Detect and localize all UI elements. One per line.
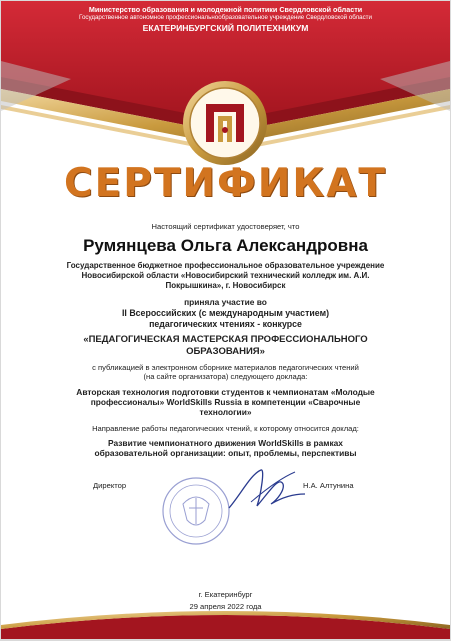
ministry-text: Министерство образования и молодежной политики Свердловской области — [88, 5, 363, 14]
signature-role: Директор — [93, 481, 127, 490]
footer-city: г. Екатеринбург — [198, 590, 253, 599]
report-title: Авторская технология подготовки студентов к чемпионатам «Молодые профессионалы» WorldSkills Russia в компетенции «Сварочные технологии» — [76, 387, 375, 417]
direction-label: Направление работы педагогических чтений, к которому относится доклад: — [92, 424, 359, 433]
signature-name: Н.А. Алтунина — [303, 481, 354, 490]
director-signature — [221, 464, 311, 514]
certify-text: Настоящий сертификат удостоверяет, что — [151, 222, 300, 231]
college-logo-emblem — [182, 80, 268, 166]
college-name: ЕКАТЕРИНБУРГСКИЙ ПОЛИТЕХНИКУМ — [142, 23, 309, 33]
recipient-organization: Государственное бюджетное профессиональное образовательное учреждение Новосибирской области «Новосибирский технический колледж им. А.И. Покрышкина», г. Новосибирск — [66, 261, 385, 290]
direction-text: Развитие чемпионатного движения WorldSkills в рамках образовательной организации: опыт, проблемы, перспективы — [94, 438, 357, 458]
event-name: II Всероссийских (с международным участием) педагогических чтениях - конкурсе — [121, 308, 330, 329]
participation-text: приняла участие во — [184, 297, 267, 307]
publication-text: с публикацией в электронном сборнике материалов педагогических чтений (на сайте организатора) следующего доклада: — [92, 363, 359, 381]
footer — [1, 589, 450, 613]
footer-date: 29 апреля 2022 года — [189, 602, 262, 611]
certificate — [1, 1, 450, 639]
certificate-title: СЕРТИФИКАТ — [63, 161, 388, 206]
contest-name: «ПЕДАГОГИЧЕСКАЯ МАСТЕРСКАЯ ПРОФЕССИОНАЛЬНОГО ОБРАЗОВАНИЯ» — [83, 334, 368, 357]
institution-text: Государственное автономное профессиональнообразовательное учреждение Свердловской области — [79, 14, 372, 21]
recipient-name: Румянцева Ольга Александровна — [83, 236, 368, 255]
header — [1, 5, 450, 34]
